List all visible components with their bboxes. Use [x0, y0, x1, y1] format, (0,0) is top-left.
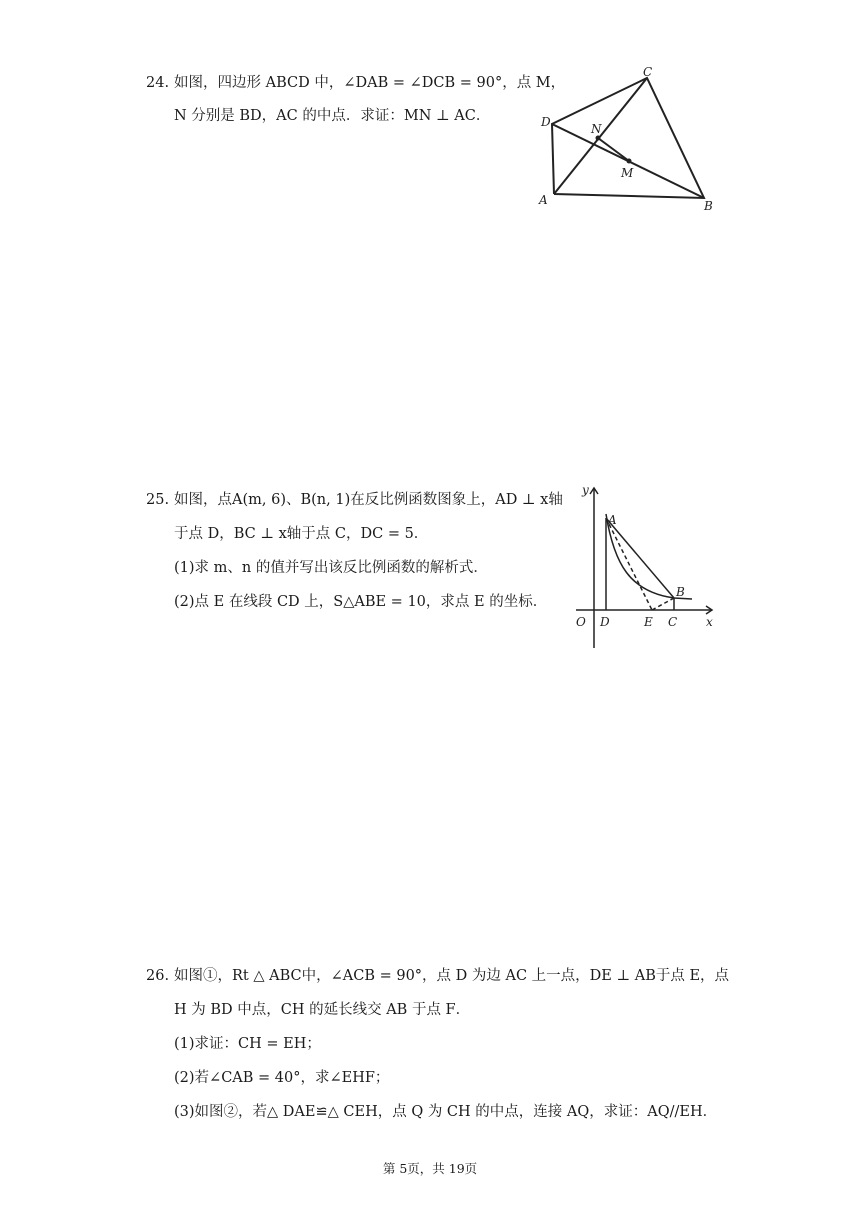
- label-x: x: [706, 615, 713, 629]
- question-26-number: 26.: [146, 968, 170, 984]
- question-26-part-1: (1)求证：CH = EH；: [174, 1036, 321, 1052]
- point-n-dot: [596, 136, 601, 141]
- label-d: D: [600, 615, 610, 629]
- question-26-part-2: (2)若∠CAB = 40°，求∠EHF；: [174, 1070, 390, 1086]
- segment-be-dashed: [652, 598, 674, 610]
- question-25-line-2: 于点 D，BC ⊥ x轴于点 C，DC = 5．: [174, 526, 429, 542]
- question-26-part-3: (3)如图②，若△ DAE≌△ CEH，点 Q 为 CH 的中点，连接 AQ，求证：AQ//EH．: [174, 1104, 718, 1120]
- page-footer: 第 5页，共 19页: [382, 1161, 478, 1176]
- label-c: C: [643, 65, 653, 79]
- question-26-line-1: 如图①，Rt △ ABC中，∠ACB = 90°，点 D 为边 AC 上一点，DE ⊥ AB于点 E，点: [174, 968, 730, 984]
- question-24-figure: [532, 64, 722, 214]
- label-b: B: [704, 199, 713, 213]
- question-25-part-1: (1)求 m、n 的值并写出该反比例函数的解析式．: [174, 560, 488, 576]
- question-24-line-2: N 分别是 BD，AC 的中点．求证：MN ⊥ AC．: [174, 108, 491, 124]
- label-c: C: [668, 615, 678, 629]
- label-b: B: [676, 585, 685, 599]
- point-m-dot: [627, 159, 632, 164]
- question-24-line-1: 如图，四边形 ABCD 中，∠DAB = ∠DCB = 90°，点 M，: [174, 75, 566, 91]
- label-d: D: [541, 115, 551, 129]
- label-y: y: [582, 483, 589, 497]
- label-a: A: [608, 513, 617, 527]
- quadrilateral-abcd: [552, 78, 704, 198]
- question-26-line-2: H 为 BD 中点，CH 的延长线交 AB 于点 F．: [174, 1002, 471, 1018]
- label-e: E: [644, 615, 653, 629]
- label-a: A: [539, 193, 548, 207]
- question-25-part-2: (2)点 E 在线段 CD 上，S△ABE = 10，求点 E 的坐标．: [174, 594, 548, 610]
- question-25-number: 25.: [146, 492, 170, 508]
- label-m: M: [621, 166, 634, 180]
- question-25-line-1: 如图，点A(m, 6)、B(n, 1)在反比例函数图象上，AD ⊥ x轴: [174, 492, 563, 508]
- question-25-figure: [570, 480, 720, 650]
- label-n: N: [591, 122, 602, 136]
- question-24-number: 24.: [146, 75, 170, 91]
- label-o: O: [576, 615, 586, 629]
